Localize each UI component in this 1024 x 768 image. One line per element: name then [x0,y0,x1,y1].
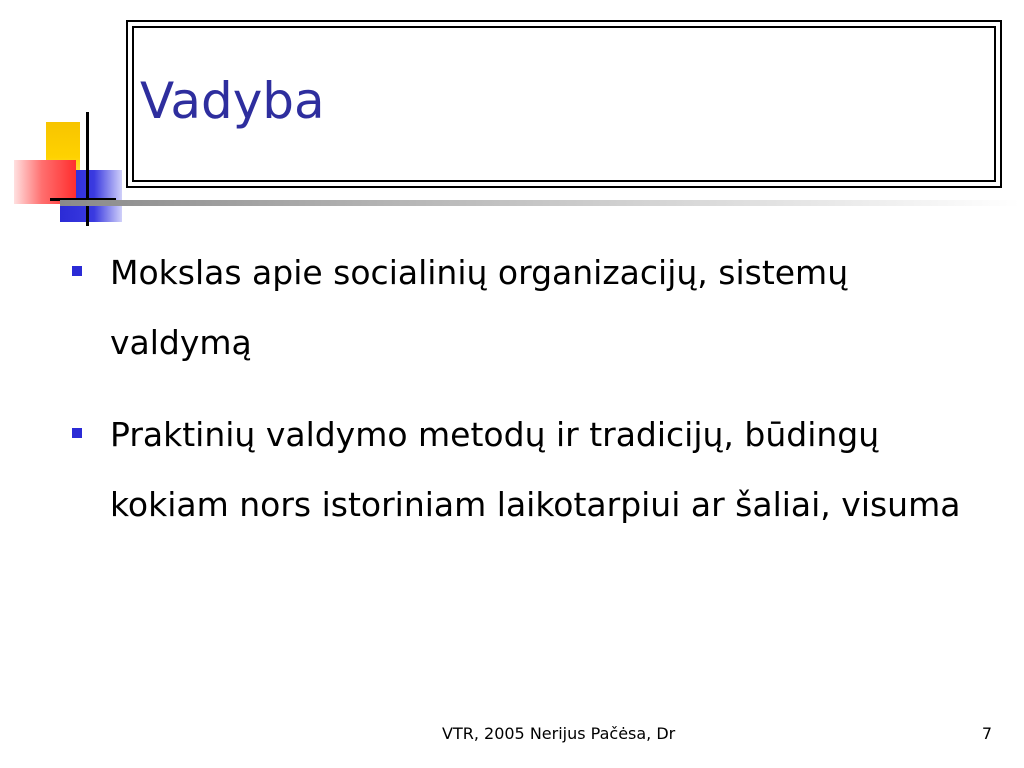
bullet-text: Mokslas apie socialinių organizacijų, sistemų valdymą [110,253,849,362]
square-bullet-icon [72,428,82,438]
bullet-item [72,238,992,378]
square-bullet-icon [72,266,82,276]
bullet-item [72,400,992,540]
footer-text: VTR, 2005 Nerijus Pačėsa, Dr [442,724,676,743]
bullet-text: Praktinių valdymo metodų ir tradicijų, būdingų kokiam nors istoriniam laikotarpiui ar šaliai, visuma [110,415,961,524]
page-number: 7 [981,724,992,743]
bullet-list [72,238,992,562]
slide-title: Vadyba [140,72,325,130]
title-separator [60,200,1020,206]
decor-vertical-line [86,112,89,226]
title-box [126,20,1002,188]
